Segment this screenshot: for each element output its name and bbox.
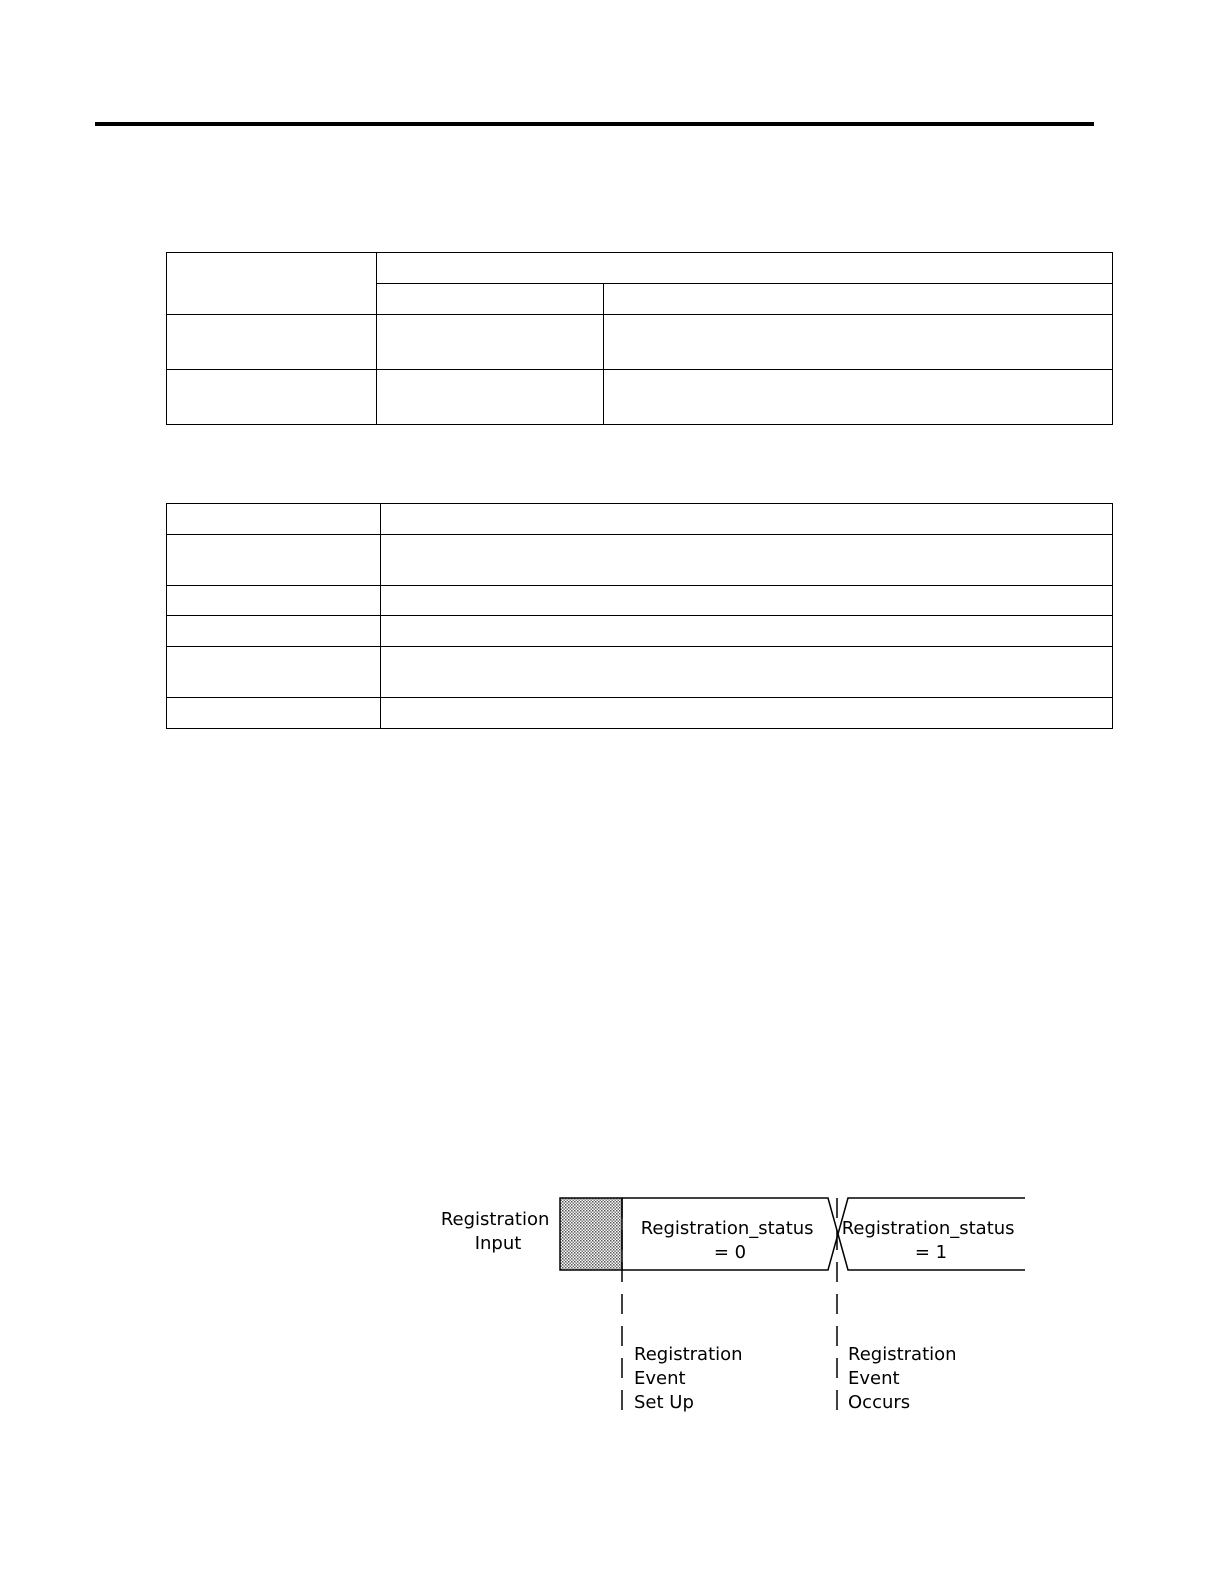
table-cell xyxy=(167,315,377,370)
state-0-label xyxy=(641,1218,820,1263)
table-cell xyxy=(167,535,381,586)
signal-label-line-1: Registration xyxy=(440,1209,550,1230)
state-0-line-2: = 0 xyxy=(713,1242,747,1263)
table-cell xyxy=(377,370,604,425)
table-cell xyxy=(381,586,1113,616)
table-cell xyxy=(381,504,1113,535)
state-1-line-1: Registration_status xyxy=(841,1218,1015,1239)
table-row xyxy=(167,647,1113,698)
state-1-line-2: = 1 xyxy=(914,1242,948,1263)
table-cell xyxy=(167,370,377,425)
parameter-table xyxy=(166,252,1113,425)
table-row xyxy=(167,370,1113,425)
table-cell xyxy=(604,370,1113,425)
signal-label-line-2: Input xyxy=(474,1233,522,1254)
table-row xyxy=(167,535,1113,586)
status-table xyxy=(166,503,1113,729)
state-1-label xyxy=(842,1218,1021,1263)
table-row xyxy=(167,698,1113,729)
table-row xyxy=(167,315,1113,370)
table-cell xyxy=(167,698,381,729)
table-row xyxy=(167,504,1113,535)
undefined-state-region xyxy=(560,1198,622,1270)
event-occurs-line-2: Event xyxy=(848,1368,900,1389)
event-setup-label xyxy=(634,1344,748,1413)
table-header-cell xyxy=(167,253,377,315)
table-header-cell xyxy=(377,284,604,315)
table-cell xyxy=(381,535,1113,586)
state-0-line-1: Registration_status xyxy=(640,1218,814,1239)
timing-diagram-svg xyxy=(430,1180,1050,1430)
table-row xyxy=(167,616,1113,647)
table-cell xyxy=(167,616,381,647)
table-cell xyxy=(381,616,1113,647)
registration-timing-diagram xyxy=(430,1180,1050,1430)
event-setup-line-3: Set Up xyxy=(634,1392,694,1413)
table-cell xyxy=(604,315,1113,370)
table-row xyxy=(167,586,1113,616)
signal-label xyxy=(441,1209,555,1254)
table-cell xyxy=(381,647,1113,698)
table-cell xyxy=(167,586,381,616)
table-header-cell xyxy=(377,253,1113,284)
event-occurs-label xyxy=(848,1344,962,1413)
table-cell xyxy=(381,698,1113,729)
table-header-row xyxy=(167,253,1113,284)
event-setup-line-2: Event xyxy=(634,1368,686,1389)
table-header-cell xyxy=(604,284,1113,315)
header-rule xyxy=(95,122,1094,126)
event-occurs-line-1: Registration xyxy=(848,1344,957,1365)
event-occurs-line-3: Occurs xyxy=(848,1392,911,1413)
table-cell xyxy=(167,647,381,698)
table-cell xyxy=(167,504,381,535)
event-setup-line-1: Registration xyxy=(634,1344,743,1365)
table-cell xyxy=(377,315,604,370)
